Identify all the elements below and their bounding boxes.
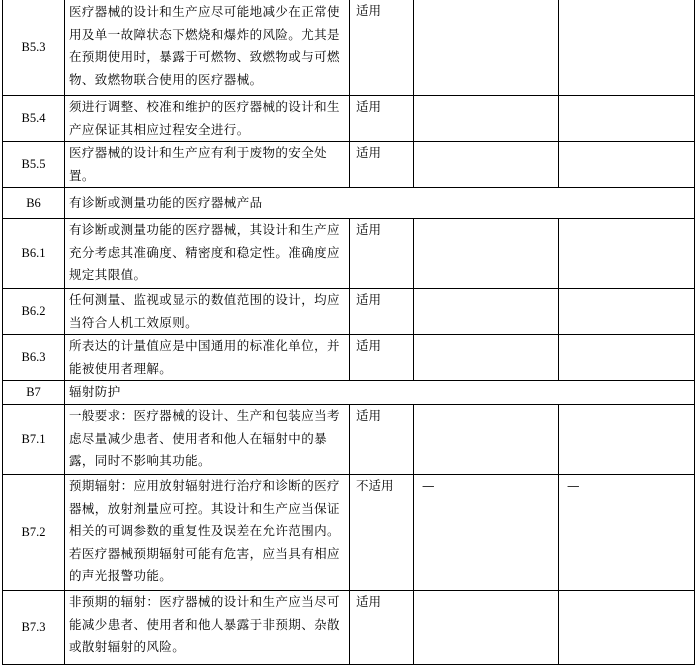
requirement-text: 医疗器械的设计和生产应有利于废物的安全处置。	[65, 142, 350, 188]
requirement-text: 所表达的计量值应是中国通用的标准化单位，并能被使用者理解。	[65, 335, 350, 381]
requirement-text: 任何测量、监视或显示的数值范围的设计，均应当符合人机工效原则。	[65, 289, 350, 335]
table-row	[3, 96, 695, 142]
method-cell	[414, 0, 559, 96]
requirement-text: 有诊断或测量功能的医疗器械，其设计和生产应充分考虑其准确度、精密度和稳定性。准确度应规定其限值。	[65, 219, 350, 289]
requirement-code: B6.3	[3, 335, 65, 381]
applicability-cell: 适用	[350, 405, 414, 475]
table-row	[3, 0, 695, 96]
requirement-code: B7.1	[3, 405, 65, 475]
applicability-cell: 适用	[350, 591, 414, 665]
method-cell	[414, 405, 559, 475]
applicability-cell: 适用	[350, 335, 414, 381]
requirement-code: B7.2	[3, 475, 65, 591]
requirements-table-body	[3, 0, 695, 665]
section-code: B7	[3, 381, 65, 405]
requirement-code: B5.3	[3, 0, 65, 96]
method-cell	[414, 96, 559, 142]
requirement-code: B6.2	[3, 289, 65, 335]
reason-cell	[559, 405, 695, 475]
reason-cell: —	[559, 475, 695, 591]
method-cell	[414, 289, 559, 335]
method-cell	[414, 335, 559, 381]
requirements-table	[2, 0, 695, 665]
method-cell: —	[414, 475, 559, 591]
reason-cell	[559, 591, 695, 665]
applicability-cell: 适用	[350, 289, 414, 335]
applicability-cell: 适用	[350, 142, 414, 188]
table-row	[3, 405, 695, 475]
section-row	[3, 188, 695, 219]
requirement-code: B7.3	[3, 591, 65, 665]
table-row	[3, 219, 695, 289]
table-row	[3, 142, 695, 188]
applicability-cell: 适用	[350, 0, 414, 96]
requirement-text: 预期辐射：应用放射辐射进行治疗和诊断的医疗器械，放射剂量应可控。其设计和生产应当保证相关的可调参数的重复性及误差在允许范围内。若医疗器械预期辐射可能有危害，应当具有相应的声光报警功能。	[65, 475, 350, 591]
method-cell	[414, 219, 559, 289]
applicability-cell: 适用	[350, 219, 414, 289]
table-row	[3, 475, 695, 591]
table-row	[3, 591, 695, 665]
applicability-cell: 不适用	[350, 475, 414, 591]
requirement-code: B5.4	[3, 96, 65, 142]
reason-cell	[559, 335, 695, 381]
requirement-text: 非预期的辐射：医疗器械的设计和生产应当尽可能减少患者、使用者和他人暴露于非预期、杂散或散射辐射的风险。	[65, 591, 350, 665]
method-cell	[414, 591, 559, 665]
section-title: 有诊断或测量功能的医疗器械产品	[65, 188, 695, 219]
requirement-code: B6.1	[3, 219, 65, 289]
reason-cell	[559, 0, 695, 96]
reason-cell	[559, 289, 695, 335]
reason-cell	[559, 96, 695, 142]
table-row	[3, 289, 695, 335]
requirement-text: 一般要求：医疗器械的设计、生产和包装应当考虑尽量减少患者、使用者和他人在辐射中的暴露，同时不影响其功能。	[65, 405, 350, 475]
section-title: 辐射防护	[65, 381, 695, 405]
requirement-text: 须进行调整、校准和维护的医疗器械的设计和生产应保证其相应过程安全进行。	[65, 96, 350, 142]
requirement-text: 医疗器械的设计和生产应尽可能地减少在正常使用及单一故障状态下燃烧和爆炸的风险。尤其是在预期使用时，暴露于可燃物、致燃物或与可燃物、致燃物联合使用的医疗器械。	[65, 0, 350, 96]
applicability-cell: 适用	[350, 96, 414, 142]
reason-cell	[559, 142, 695, 188]
table-row	[3, 335, 695, 381]
reason-cell	[559, 219, 695, 289]
requirement-code: B5.5	[3, 142, 65, 188]
method-cell	[414, 142, 559, 188]
section-code: B6	[3, 188, 65, 219]
section-row	[3, 381, 695, 405]
